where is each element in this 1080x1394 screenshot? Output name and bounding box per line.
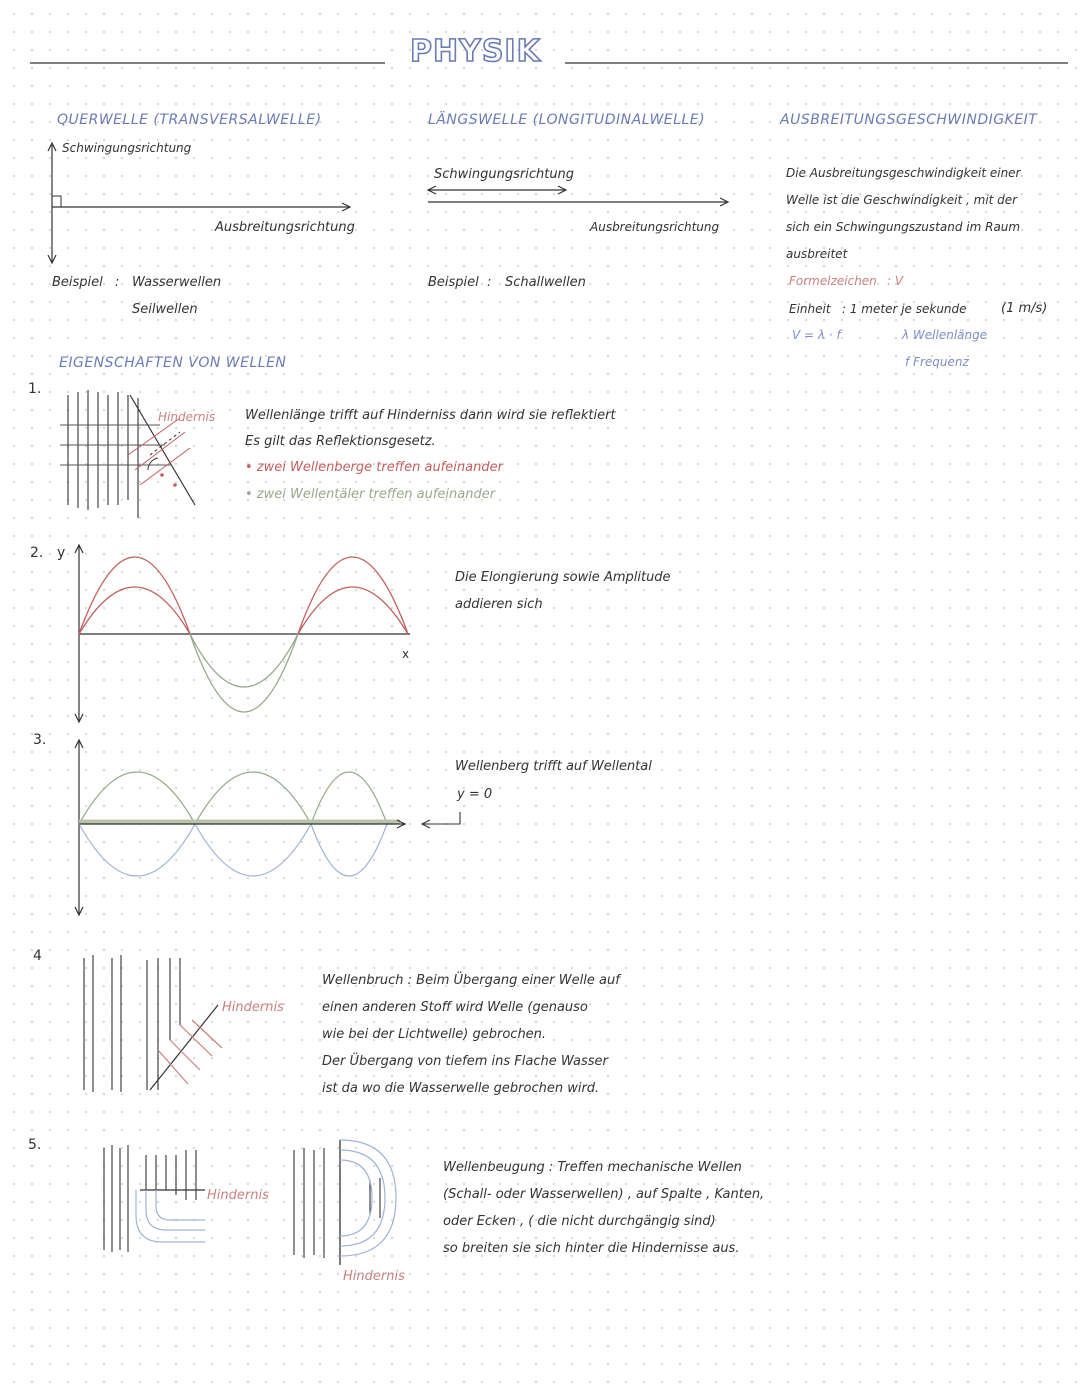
reflection-bullet-1: • zwei Wellenberge treffen aufeinander [245,460,503,475]
destructive-line-2: y = 0 [457,787,493,802]
refraction-line-3: wie bei der Lichtwelle) gebrochen. [322,1027,547,1042]
reflection-hindernis-label: Hindernis [158,410,216,424]
ausbreitung-f-label: f Frequenz [905,355,969,369]
reflection-bullet-2: • zwei Wellentäler treffen aufeinander [245,487,496,502]
item-number-2: 2. [30,545,44,561]
ausbreitung-line-2: Welle ist die Geschwindigkeit , mit der [786,193,1018,207]
laengswelle-propagation-label: Ausbreitungsrichtung [590,220,720,234]
querwelle-horizontal-label: Ausbreitungsrichtung [215,220,355,235]
diffraction-line-3: oder Ecken , ( die nicht durchgängig sind) [443,1214,716,1229]
refraction-line-5: ist da wo die Wasserwelle gebrochen wird. [322,1081,600,1096]
querwelle-example-1: Wasserwellen [132,275,222,290]
ausbreitung-lambda-label: λ Wellenlänge [902,328,988,342]
diffraction-line-2: (Schall- oder Wasserwellen) , auf Spalte , Kanten, [443,1187,765,1202]
laengswelle-example-sep: : [487,275,492,290]
refraction-line-1: Wellenbruch : Beim Übergang einer Welle auf [322,973,620,988]
laengswelle-example-label: Beispiel [428,275,479,290]
querwelle-vertical-label: Schwingungsrichtung [62,141,192,155]
reflection-line-1: Wellenlänge trifft auf Hinderniss dann wird sie reflektiert [245,408,616,423]
ausbreitung-heading: AUSBREITUNGSGESCHWINDIGKEIT [780,112,1038,128]
ausbreitung-unit-label: Einheit [789,302,831,316]
reflection-line-2: Es gilt das Reflektionsgesetz. [245,434,436,449]
item-number-4: 4 [33,948,42,964]
querwelle-example-sep: : [115,275,120,290]
ausbreitung-unit-value: : 1 meter je sekunde [842,302,967,316]
refraction-line-4: Der Übergang von tiefem ins Flache Wasser [322,1054,608,1069]
item-number-5: 5. [28,1137,42,1153]
querwelle-example-label: Beispiel [52,275,103,290]
item-number-1: 1. [28,381,42,397]
ausbreitung-line-1: Die Ausbreitungsgeschwindigkeit einer [786,166,1021,180]
querwelle-heading: QUERWELLE (TRANSVERSALWELLE) [57,112,322,128]
diffraction-line-4: so breiten sie sich hinter die Hindernisse aus. [443,1241,740,1256]
ausbreitung-line-3: sich ein Schwingungszustand im Raum [786,220,1021,234]
ausbreitung-formula: V = λ · f [792,328,841,342]
laengswelle-vibration-label: Schwingungsrichtung [434,167,575,182]
refraction-line-2: einen anderen Stoff wird Welle (genauso [322,1000,588,1015]
destructive-line-1: Wellenberg trifft auf Wellental [455,759,652,774]
superposition-line-1: Die Elongierung sowie Amplitude [455,570,671,585]
x-axis-label: x [402,647,410,661]
y-axis-label: y [57,545,66,561]
superposition-line-2: addieren sich [455,597,543,612]
diffraction-line-1: Wellenbeugung : Treffen mechanische Wellen [443,1160,742,1175]
ausbreitung-symbol-value: : V [887,274,904,288]
ausbreitung-line-4: ausbreitet [786,247,848,261]
laengswelle-example-1: Schallwellen [505,275,586,290]
page-title: PHYSIK [410,34,541,69]
diffraction-hindernis-label-1: Hindernis [207,1188,269,1203]
eigenschaften-heading: EIGENSCHAFTEN VON WELLEN [59,355,287,371]
refraction-hindernis-label: Hindernis [222,1000,284,1015]
ausbreitung-symbol-label: Formelzeichen [789,274,877,288]
diffraction-hindernis-label-2: Hindernis [343,1269,405,1284]
ausbreitung-unit-formula: (1 m/s) [1001,301,1048,316]
laengswelle-heading: LÄNGSWELLE (LONGITUDINALWELLE) [428,112,706,128]
item-number-3: 3. [33,732,47,748]
querwelle-example-2: Seilwellen [132,302,198,317]
